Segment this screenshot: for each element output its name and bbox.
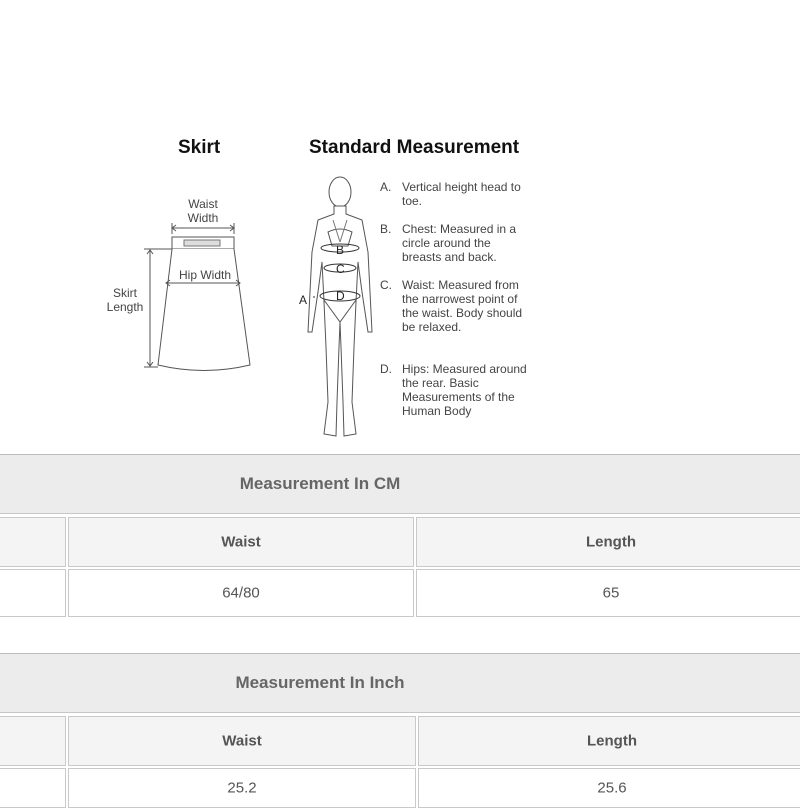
inch-table-title: Measurement In Inch bbox=[235, 673, 405, 692]
cm-row-blank bbox=[0, 569, 66, 617]
cm-header-waist: Waist bbox=[68, 517, 414, 567]
cm-table-title: Measurement In CM bbox=[239, 474, 401, 493]
inch-cell-length: 25.6 bbox=[418, 768, 800, 808]
legend-item-d bbox=[380, 362, 530, 420]
inch-header-length: Length bbox=[418, 716, 800, 766]
skirt-heading: Skirt bbox=[178, 137, 221, 158]
inch-row-blank bbox=[0, 768, 66, 808]
legend-text: Chest: Measured in a circle around the breasts and back. bbox=[402, 222, 517, 264]
legend-item-a bbox=[380, 180, 530, 210]
legend-letter: B. bbox=[380, 222, 392, 236]
human-figure bbox=[290, 172, 390, 444]
cm-table-header bbox=[0, 455, 800, 514]
cm-header-length: Length bbox=[416, 517, 800, 567]
legend-letter: A. bbox=[380, 180, 392, 194]
cm-cell-length: 65 bbox=[416, 569, 800, 617]
legend-text: Vertical height head to toe. bbox=[402, 180, 521, 208]
legend-text: Waist: Measured from the narrowest point of the waist. Body should be relaxed. bbox=[402, 278, 523, 334]
hip-width-label: Hip Width bbox=[178, 268, 231, 282]
figure-letter-c: C bbox=[336, 262, 345, 276]
waist-width-label: Waist Width bbox=[187, 197, 219, 225]
inch-measurement-table bbox=[0, 653, 800, 801]
cm-measurement-table bbox=[0, 454, 800, 617]
cm-cell-waist: 64/80 bbox=[68, 569, 414, 617]
inch-header-blank bbox=[0, 716, 66, 766]
figure-head bbox=[329, 177, 351, 207]
cm-header-blank bbox=[0, 517, 66, 567]
legend-text: Hips: Measured around the rear. Basic Measurements of the Human Body bbox=[402, 362, 527, 418]
inch-cell-waist: 25.2 bbox=[68, 768, 416, 808]
figure-letter-d: D bbox=[336, 289, 345, 303]
legend-item-b bbox=[380, 222, 530, 266]
standard-measurement-heading: Standard Measurement bbox=[309, 137, 520, 158]
figure-letter-a: A bbox=[299, 293, 308, 307]
legend-letter: C. bbox=[380, 278, 392, 292]
inch-header-waist: Waist bbox=[68, 716, 416, 766]
skirt-length-label: Skirt Length bbox=[106, 286, 144, 314]
legend-item-c bbox=[380, 278, 530, 350]
figure-letter-b: B bbox=[336, 243, 345, 257]
legend-letter: D. bbox=[380, 362, 392, 376]
inch-table-header bbox=[0, 654, 800, 713]
